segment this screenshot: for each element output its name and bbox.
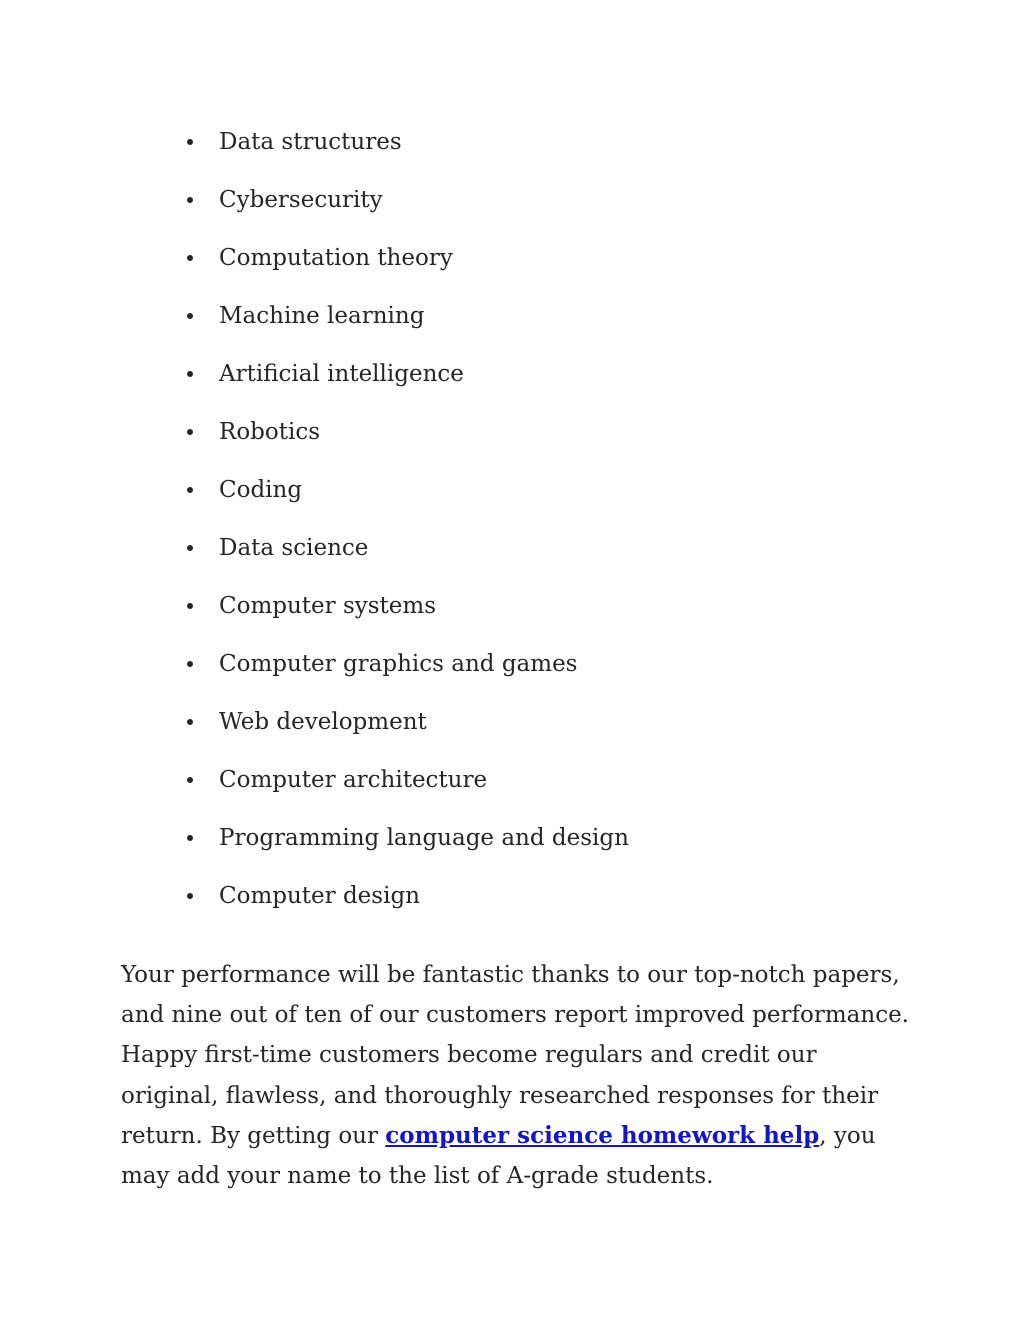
paragraph-text-before-link: Your performance will be fantastic thanks to our top-notch papers, and nine out of ten of our customers report improved performance. Happy first-time customers become regulars and credit our original, flawless, and thoroughly researched responses for their return. By getting our (121, 962, 909, 1149)
bullet-icon (187, 661, 193, 667)
bullet-icon (187, 777, 193, 783)
bullet-icon (187, 139, 193, 145)
list-item-label: Computation theory (219, 245, 453, 271)
bullet-icon (187, 197, 193, 203)
list-item (0, 640, 1024, 698)
list-item-label: Data structures (219, 129, 402, 155)
bullet-icon (187, 371, 193, 377)
list-item (0, 234, 1024, 292)
bullet-icon (187, 545, 193, 551)
list-item-label: Computer design (219, 883, 420, 909)
bullet-icon (187, 429, 193, 435)
bullet-icon (187, 255, 193, 261)
list-item-label: Robotics (219, 419, 321, 445)
list-item (0, 466, 1024, 524)
paragraph-text-after-link: , you may add your name to the list of A-grade students. (121, 1122, 876, 1190)
topic-list (0, 118, 1024, 930)
list-item (0, 350, 1024, 408)
list-item-label: Programming language and design (219, 825, 629, 851)
list-item (0, 872, 1024, 930)
list-item-label: Web development (219, 709, 427, 735)
list-item (0, 698, 1024, 756)
bullet-icon (187, 719, 193, 725)
bullet-icon (187, 835, 193, 841)
list-item-label: Computer graphics and games (219, 651, 578, 677)
list-item (0, 814, 1024, 872)
list-item-label: Machine learning (219, 303, 425, 329)
list-item (0, 582, 1024, 640)
bullet-icon (187, 893, 193, 899)
list-item (0, 292, 1024, 350)
list-item (0, 176, 1024, 234)
list-item-label: Coding (219, 477, 303, 503)
list-item-label: Computer architecture (219, 767, 488, 793)
list-item-label: Data science (219, 535, 369, 561)
bullet-icon (187, 487, 193, 493)
bullet-icon (187, 603, 193, 609)
list-item (0, 524, 1024, 582)
homework-help-link[interactable]: computer science homework help (385, 1121, 820, 1149)
bullet-icon (187, 313, 193, 319)
list-item (0, 756, 1024, 814)
list-item (0, 118, 1024, 176)
body-paragraph (121, 955, 921, 1196)
list-item-label: Computer systems (219, 593, 437, 619)
list-item-label: Artificial intelligence (219, 361, 464, 387)
list-item (0, 408, 1024, 466)
list-item-label: Cybersecurity (219, 187, 383, 213)
